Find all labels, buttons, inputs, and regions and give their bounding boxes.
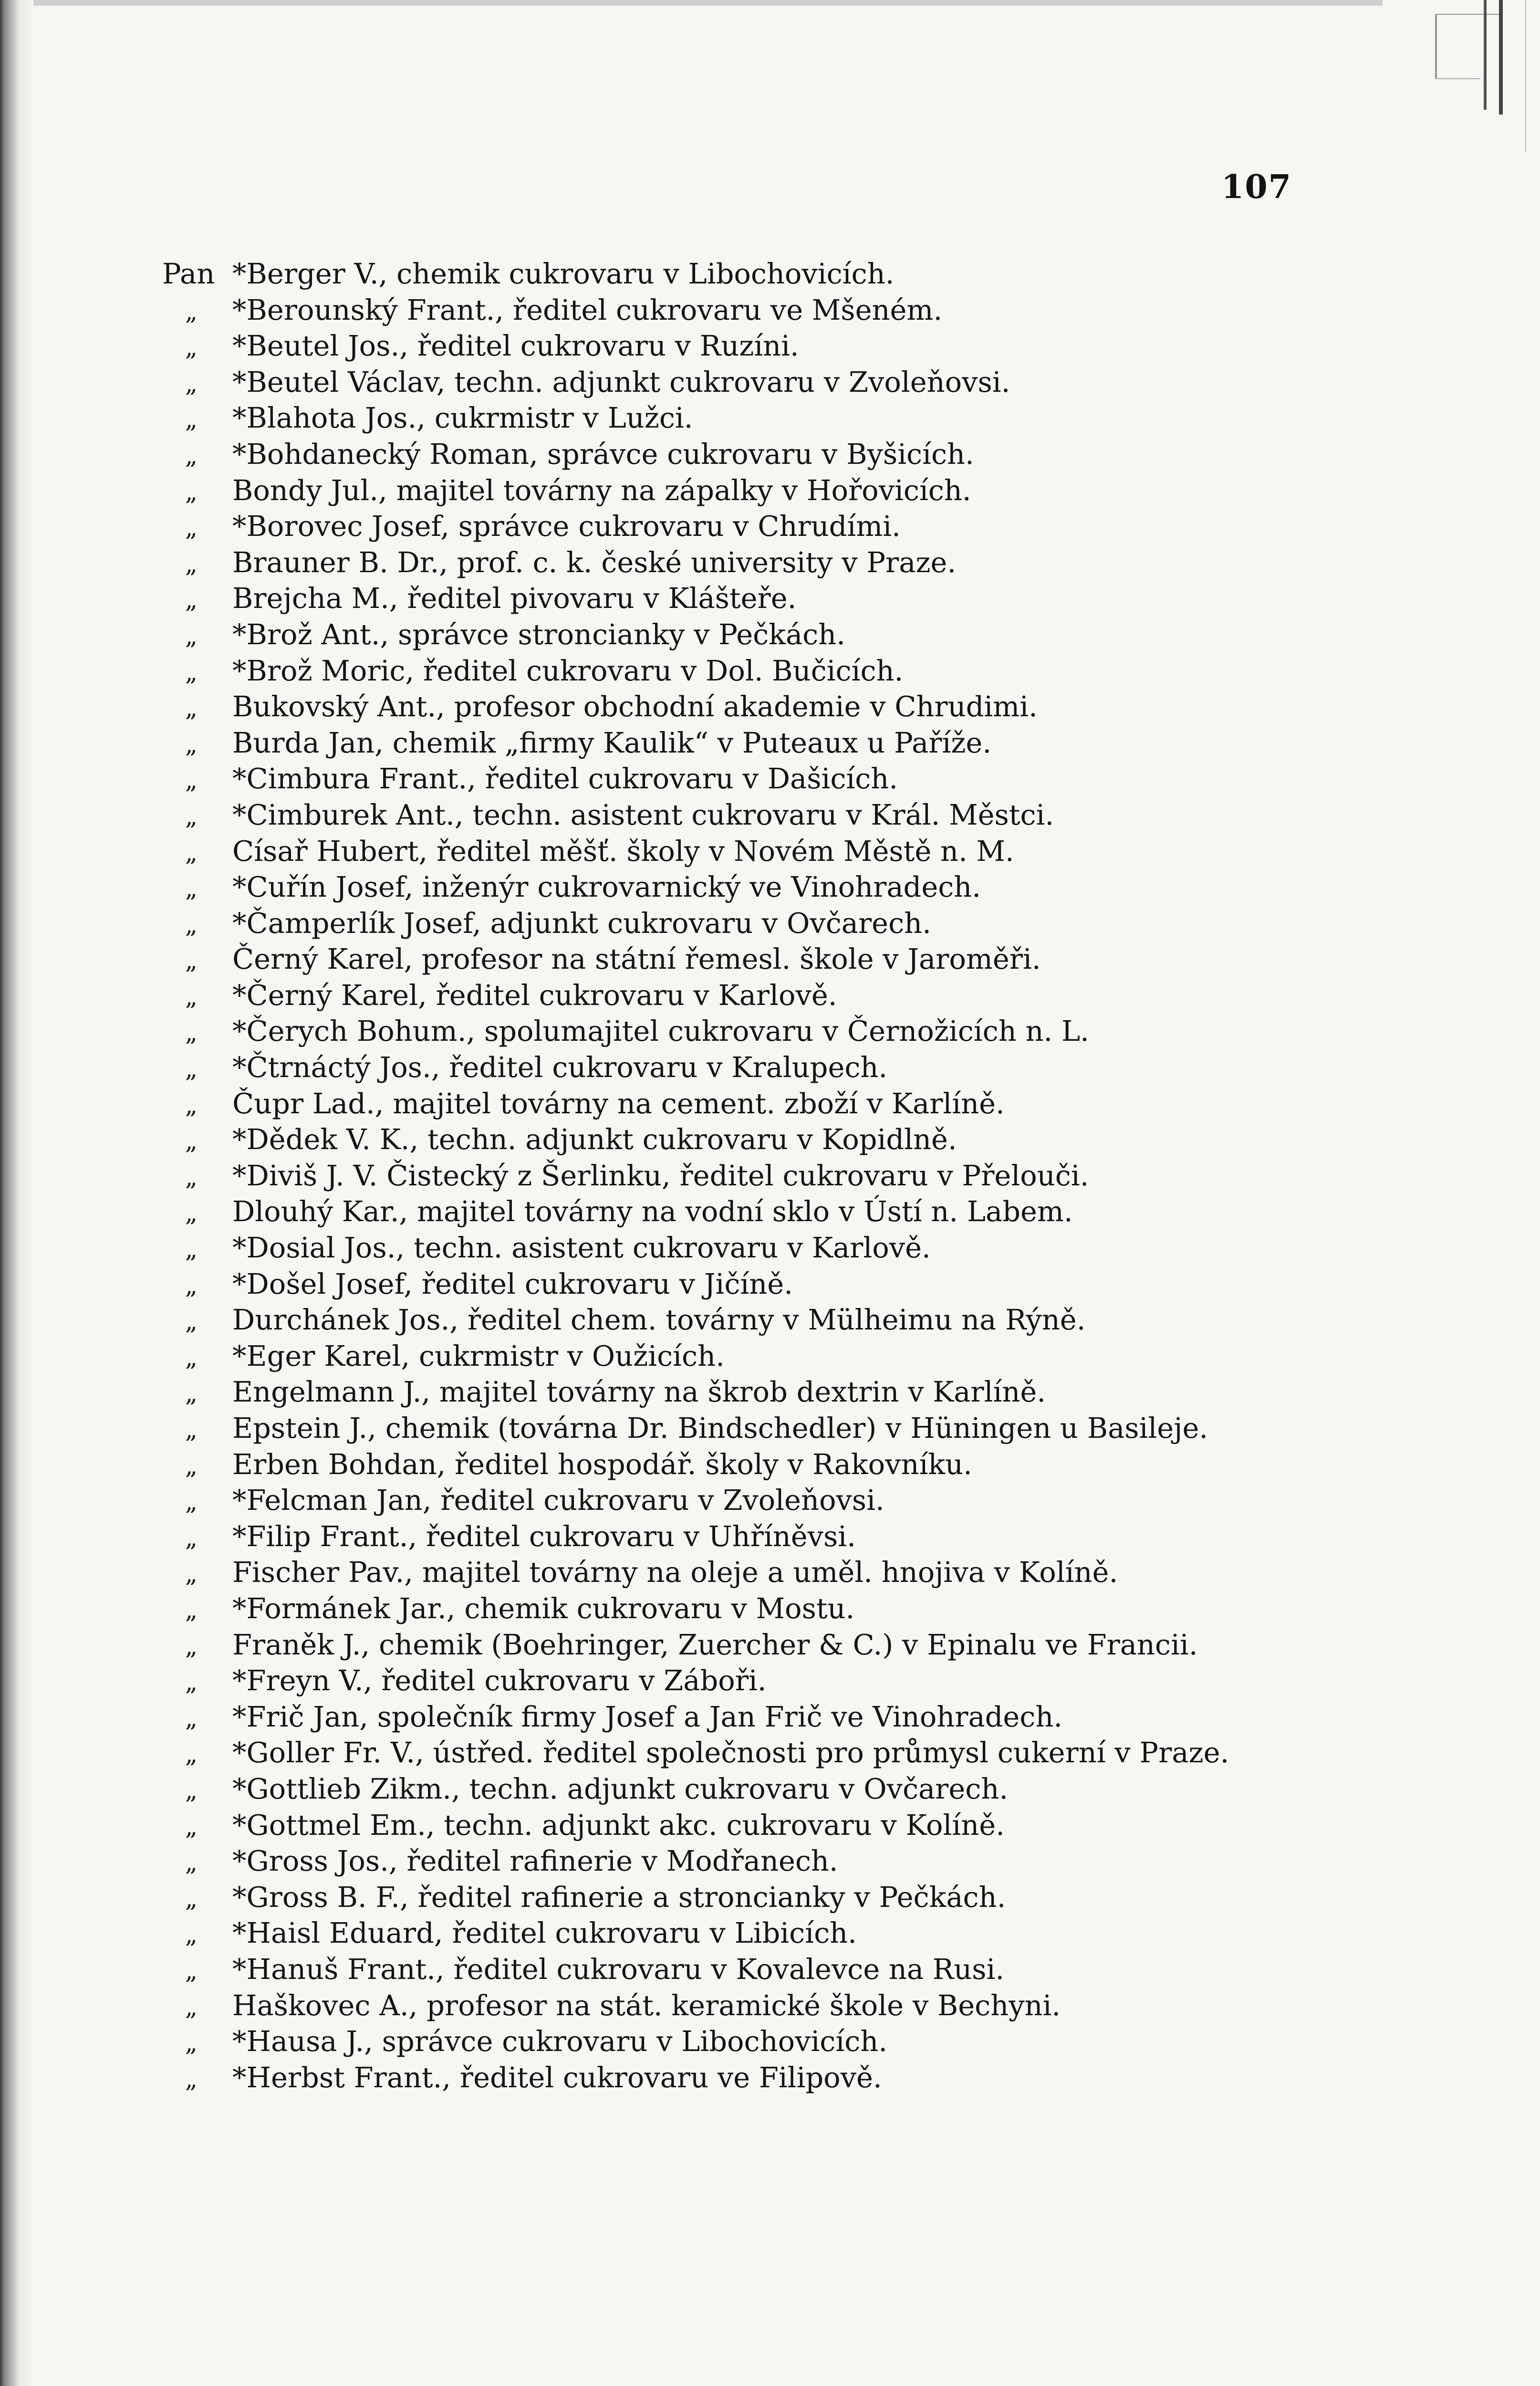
entry-text: *Herbst Frant., ředitel cukrovaru ve Filipově. — [232, 2061, 882, 2094]
entry-text: *Hausa J., správce cukrovaru v Libochovicích. — [232, 2025, 888, 2058]
list-item — [162, 1049, 1317, 1086]
entry-text: *Frič Jan, společník firmy Josef a Jan Frič ve Vinohradech. — [232, 1700, 1063, 1733]
list-item — [162, 364, 1317, 400]
entry-text: Bukovský Ant., profesor obchodní akademie v Chrudimi. — [232, 690, 1038, 723]
list-item — [162, 941, 1317, 977]
entry-text: *Diviš J. V. Čistecký z Šerlinku, ředitel cukrovaru v Přelouči. — [232, 1159, 1089, 1192]
list-item — [162, 508, 1317, 544]
ditto-mark: „ — [185, 406, 198, 434]
scan-corner-marks — [1383, 0, 1540, 153]
entry-text: *Černý Karel, ředitel cukrovaru v Karlově. — [232, 978, 837, 1012]
entry-text: *Gross Jos., ředitel rafinerie v Modřanech. — [232, 1844, 838, 1878]
entry-text: *Goller Fr. V., ústřed. ředitel společnosti pro průmysl cukerní v Praze. — [232, 1736, 1229, 1769]
ditto-mark: „ — [185, 1343, 198, 1371]
list-item — [162, 2023, 1317, 2060]
scan-top-edge — [0, 0, 1540, 6]
ditto-mark: „ — [185, 1199, 198, 1227]
list-item — [162, 1771, 1317, 1807]
ditto-mark: „ — [185, 1957, 198, 1985]
list-item — [162, 1086, 1317, 1122]
entry-text: *Gottmel Em., techn. adjunkt akc. cukrovaru v Kolíně. — [232, 1808, 1005, 1842]
list-item — [162, 328, 1317, 364]
entry-text: Epstein J., chemik (továrna Dr. Bindschedler) v Hüningen u Basileje. — [232, 1412, 1208, 1444]
ditto-mark: „ — [185, 875, 198, 903]
list-item — [162, 1843, 1317, 1879]
list-item — [162, 1158, 1317, 1194]
entry-text: *Gross B. F., ředitel rafinerie a stroncianky v Pečkách. — [232, 1880, 1006, 1914]
entry-text: *Eger Karel, cukrmistr v Oužicích. — [232, 1339, 725, 1372]
ditto-mark: „ — [185, 1596, 198, 1624]
entry-text: *Cuřín Josef, inženýr cukrovarnický ve Vinohradech. — [232, 870, 981, 904]
entry-text: Franěk J., chemik (Boehringer, Zuercher & C.) v Epinalu ve Francii. — [232, 1628, 1198, 1661]
entry-text: Durchánek Jos., ředitel chem. továrny v Mülheimu na Rýně. — [232, 1303, 1086, 1337]
ditto-mark: „ — [185, 766, 198, 795]
ditto-mark: „ — [185, 441, 198, 470]
list-item — [162, 1879, 1317, 1915]
member-list — [162, 256, 1317, 2095]
ditto-mark: „ — [185, 514, 198, 542]
entry-text: *Došel Josef, ředitel cukrovaru v Jičíně. — [232, 1267, 793, 1300]
entry-text: Černý Karel, profesor na státní řemesl. škole v Jaroměři. — [232, 942, 1041, 976]
entry-text: Fischer Pav., majitel továrny na oleje a uměl. hnojiva v Kolíně. — [232, 1556, 1118, 1589]
ditto-mark: „ — [185, 1884, 198, 1913]
entry-text: *Formánek Jar., chemik cukrovaru v Mostu. — [232, 1591, 855, 1625]
list-item — [162, 689, 1317, 725]
entry-text: *Beutel Jos., ředitel cukrovaru v Ruzíni. — [232, 329, 799, 363]
list-item — [162, 1518, 1317, 1555]
list-item — [162, 1735, 1317, 1771]
ditto-mark: „ — [185, 1055, 198, 1083]
ditto-mark: „ — [185, 297, 198, 325]
ditto-mark: „ — [185, 1127, 198, 1155]
ditto-mark: „ — [185, 983, 198, 1011]
list-item — [162, 905, 1317, 942]
list-item — [162, 1230, 1317, 1266]
ditto-mark: „ — [185, 694, 198, 722]
list-item — [162, 1915, 1317, 1951]
ditto-mark: „ — [185, 550, 198, 578]
entry-text: Haškovec A., profesor na stát. keramické škole v Bechyni. — [232, 1988, 1061, 2022]
ditto-mark: „ — [185, 1993, 198, 2021]
entry-text: Brejcha M., ředitel pivovaru v Klášteře. — [232, 582, 797, 615]
list-item — [162, 256, 1317, 292]
list-item — [162, 1554, 1317, 1591]
ditto-mark: „ — [185, 1921, 198, 1949]
ditto-mark: „ — [185, 1849, 198, 1877]
ditto-mark: „ — [185, 1091, 198, 1119]
list-item — [162, 1374, 1317, 1410]
entry-text: *Haisl Eduard, ředitel cukrovaru v Libicích. — [232, 1916, 857, 1950]
entry-text: *Gottlieb Zikm., techn. adjunkt cukrovaru v Ovčarech. — [232, 1772, 1009, 1805]
ditto-mark: „ — [185, 2029, 198, 2057]
ditto-mark: „ — [185, 1416, 198, 1444]
list-item — [162, 1121, 1317, 1158]
entry-text: *Blahota Jos., cukrmistr v Lužci. — [232, 401, 693, 435]
ditto-mark: „ — [185, 910, 198, 939]
ditto-mark: „ — [185, 947, 198, 975]
ditto-mark: „ — [185, 1163, 198, 1191]
entry-text: Dlouhý Kar., majitel továrny na vodní sklo v Ústí n. Labem. — [232, 1195, 1073, 1228]
list-item — [162, 1591, 1317, 1627]
list-item — [162, 1013, 1317, 1049]
list-item — [162, 869, 1317, 905]
list-item — [162, 797, 1317, 833]
entry-text: Burda Jan, chemik „firmy Kaulik“ v Puteaux u Paříže. — [232, 726, 992, 759]
entry-text: *Felcman Jan, ředitel cukrovaru v Zvoleňovsi. — [232, 1484, 884, 1517]
entry-text: Engelmann J., majitel továrny na škrob dextrin v Karlíně. — [232, 1375, 1046, 1409]
list-item — [162, 2060, 1317, 2096]
entry-text: *Filip Frant., ředitel cukrovaru v Uhříněvsi. — [232, 1519, 856, 1553]
list-item — [162, 1302, 1317, 1338]
list-item — [162, 580, 1317, 617]
list-item — [162, 653, 1317, 689]
ditto-mark: „ — [185, 1632, 198, 1660]
list-item — [162, 1663, 1317, 1699]
entry-text: *Freyn V., ředitel cukrovaru v Záboři. — [232, 1664, 767, 1697]
list-item — [162, 761, 1317, 797]
entry-text: *Cimburek Ant., techn. asistent cukrovaru v Král. Městci. — [232, 798, 1054, 831]
entry-text: *Brož Moric, ředitel cukrovaru v Dol. Bučicích. — [232, 654, 904, 687]
list-item — [162, 833, 1317, 869]
list-item — [162, 1338, 1317, 1374]
ditto-mark: „ — [185, 586, 198, 614]
entry-text: *Čamperlík Josef, adjunkt cukrovaru v Ovčarech. — [232, 906, 931, 940]
ditto-mark: „ — [185, 1776, 198, 1804]
ditto-mark: „ — [185, 802, 198, 830]
list-item — [162, 977, 1317, 1014]
list-item — [162, 436, 1317, 472]
entry-text: *Čtrnáctý Jos., ředitel cukrovaru v Kralupech. — [232, 1051, 888, 1084]
ditto-mark: „ — [185, 1524, 198, 1552]
scan-left-edge — [0, 0, 33, 2386]
ditto-mark: „ — [185, 478, 198, 506]
ditto-mark: „ — [185, 2065, 198, 2093]
list-item — [162, 1951, 1317, 1988]
entry-text: *Brož Ant., správce stroncianky v Pečkách. — [232, 617, 845, 651]
entry-text: *Borovec Josef, správce cukrovaru v Chrudími. — [232, 510, 901, 543]
ditto-mark: „ — [185, 622, 198, 650]
entry-text: Bondy Jul., majitel továrny na zápalky v Hořovicích. — [232, 473, 971, 507]
ditto-mark: „ — [185, 1704, 198, 1732]
list-item — [162, 1482, 1317, 1518]
list-item — [162, 1266, 1317, 1302]
list-item — [162, 1807, 1317, 1843]
ditto-mark: „ — [185, 1308, 198, 1336]
title-prefix: Pan — [162, 257, 215, 290]
list-item — [162, 544, 1317, 581]
entry-text: Císař Hubert, ředitel měšť. školy v Novém Městě n. M. — [232, 834, 1014, 868]
ditto-mark: „ — [185, 1488, 198, 1516]
ditto-mark: „ — [185, 1740, 198, 1769]
list-item — [162, 1446, 1317, 1483]
entry-text: *Hanuš Frant., ředitel cukrovaru v Kovalevce na Rusi. — [232, 1952, 1005, 1986]
ditto-mark: „ — [185, 1019, 198, 1047]
ditto-mark: „ — [185, 369, 198, 398]
list-item — [162, 1193, 1317, 1230]
entry-text: *Berger V., chemik cukrovaru v Libochovicích. — [232, 257, 895, 290]
list-item — [162, 472, 1317, 509]
entry-text: Čupr Lad., majitel továrny na cement. zboží v Karlíně. — [232, 1087, 1005, 1120]
list-item — [162, 617, 1317, 653]
page-number: 107 — [1221, 168, 1292, 206]
list-item — [162, 292, 1317, 328]
list-item — [162, 400, 1317, 436]
ditto-mark: „ — [185, 658, 198, 686]
ditto-mark: „ — [185, 1560, 198, 1588]
entry-text: Erben Bohdan, ředitel hospodář. školy v Rakovníku. — [232, 1447, 972, 1481]
entry-text: *Čerych Bohum., spolumajitel cukrovaru v Černožicích n. L. — [232, 1015, 1089, 1048]
entry-text: *Beutel Václav, techn. adjunkt cukrovaru v Zvoleňovsi. — [232, 365, 1010, 398]
list-item — [162, 1699, 1317, 1735]
ditto-mark: „ — [185, 334, 198, 362]
ditto-mark: „ — [185, 838, 198, 867]
entry-text: *Cimbura Frant., ředitel cukrovaru v Dašicích. — [232, 762, 898, 795]
list-item — [162, 725, 1317, 761]
list-item — [162, 1410, 1317, 1446]
entry-text: *Berounský Frant., ředitel cukrovaru ve Mšeném. — [232, 293, 943, 326]
ditto-mark: „ — [185, 1235, 198, 1264]
list-item — [162, 1988, 1317, 2024]
entry-text: Brauner B. Dr., prof. c. k. české university v Praze. — [232, 545, 957, 579]
entry-text: *Dosial Jos., techn. asistent cukrovaru v Karlově. — [232, 1231, 931, 1265]
ditto-mark: „ — [185, 730, 198, 758]
entry-text: *Bohdanecký Roman, správce cukrovaru v Byšicích. — [232, 437, 974, 471]
list-item — [162, 1627, 1317, 1663]
ditto-mark: „ — [185, 1812, 198, 1841]
ditto-mark: „ — [185, 1668, 198, 1696]
ditto-mark: „ — [185, 1452, 198, 1480]
entry-text: *Dědek V. K., techn. adjunkt cukrovaru v Kopidlně. — [232, 1123, 957, 1156]
ditto-mark: „ — [185, 1271, 198, 1299]
ditto-mark: „ — [185, 1380, 198, 1408]
